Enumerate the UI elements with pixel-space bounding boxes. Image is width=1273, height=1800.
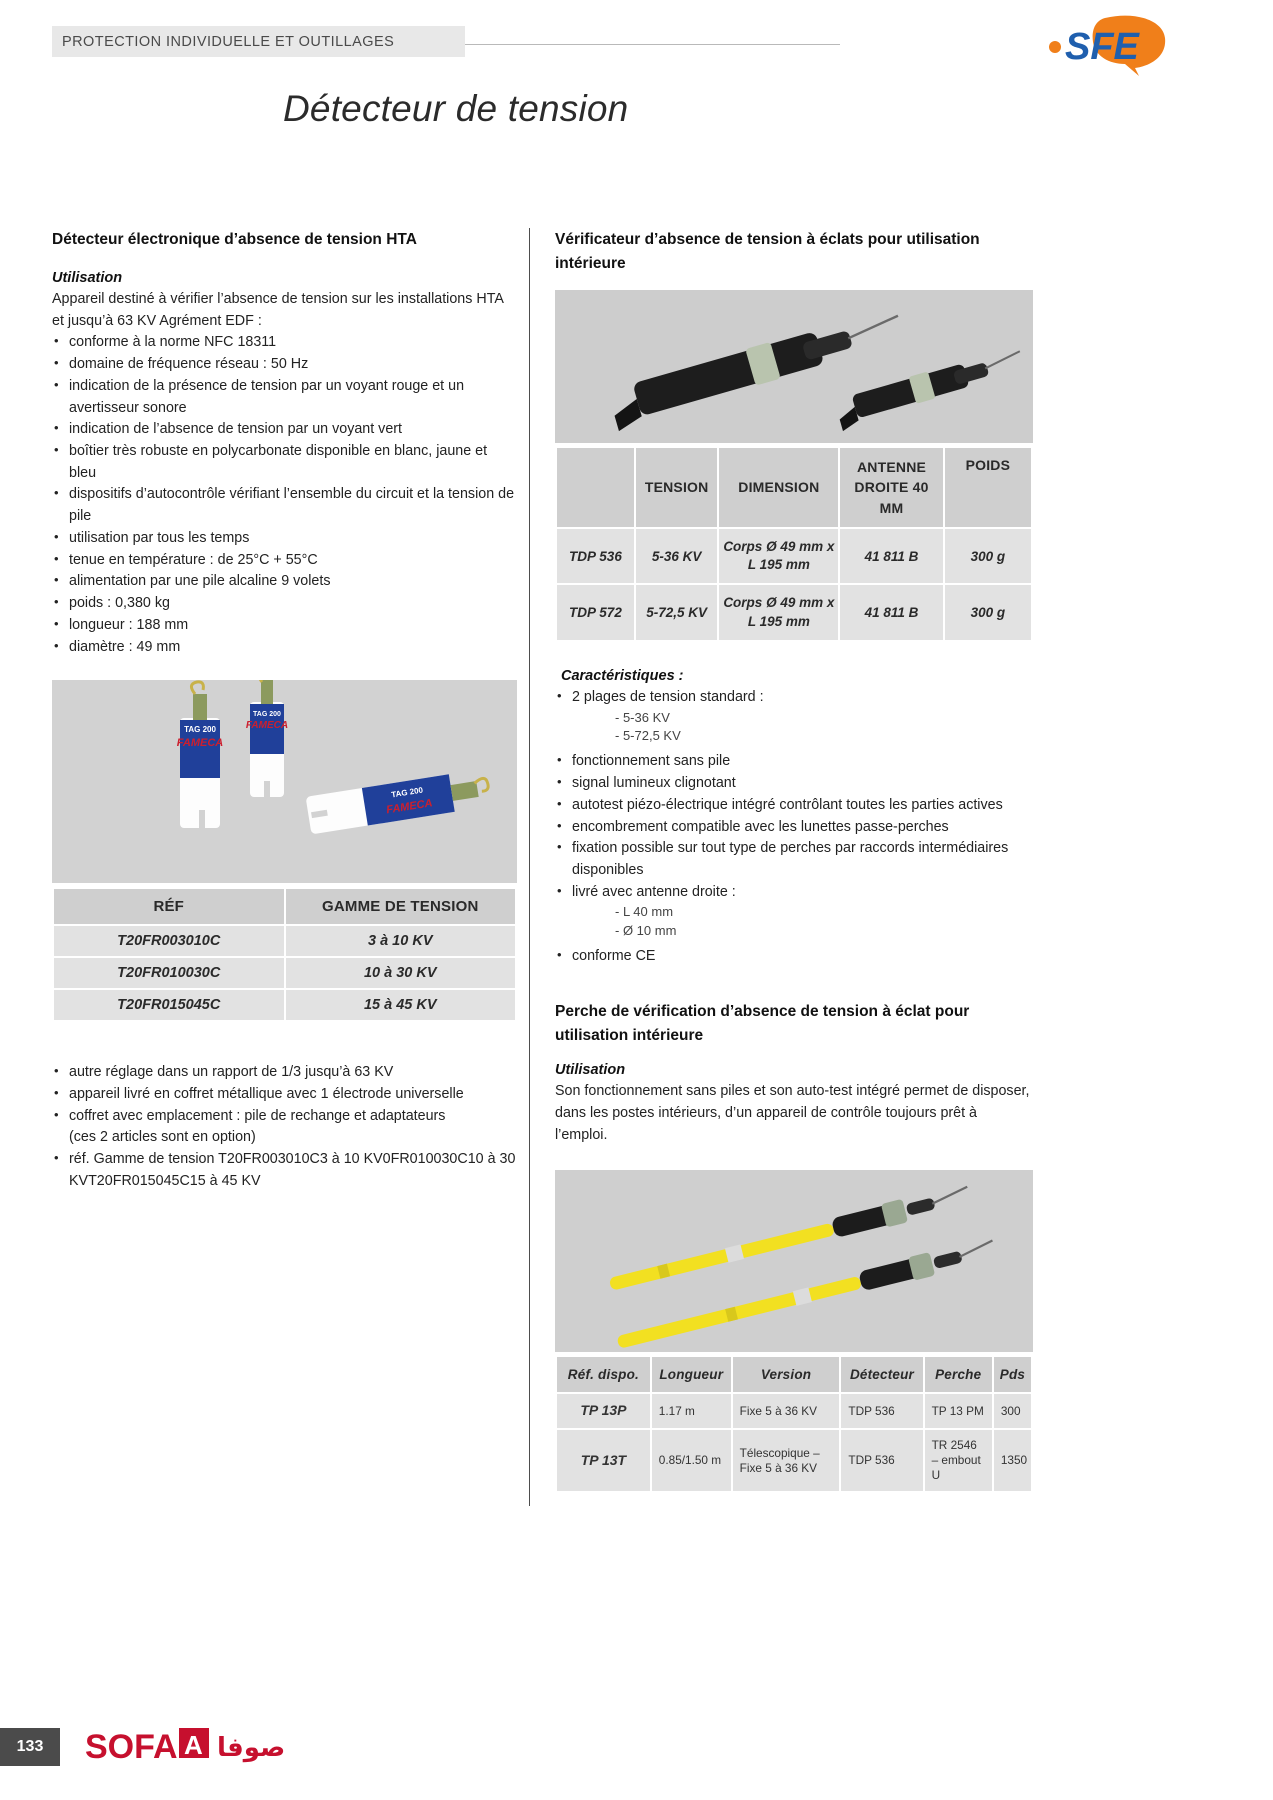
- cell-longueur: 0.85/1.50 m: [652, 1430, 731, 1491]
- list-item: • dispositifs d’autocontrôle vérifiant l’ensemble du circuit et la tension de pile: [52, 484, 517, 527]
- cell-detecteur: TDP 536: [841, 1430, 922, 1491]
- cell-dimension: Corps Ø 49 mm x L 195 mm: [719, 529, 838, 583]
- list-item: • fixation possible sur tout type de perches par raccords intermédiaires disponibles: [555, 838, 1033, 881]
- list-item: • alimentation par une pile alcaline 9 volets: [52, 571, 517, 593]
- column-header-version: Version: [733, 1357, 840, 1392]
- list-item: - 5-72,5 KV: [615, 727, 681, 743]
- svg-text:A: A: [184, 1730, 203, 1760]
- table-header-row: [557, 448, 1031, 527]
- right-section2-title: Perche de vérification d’absence de tension à éclat pour utilisation intérieure: [555, 1003, 970, 1045]
- list-item: • poids : 0,380 kg: [52, 593, 517, 615]
- svg-text:FAMECA: FAMECA: [176, 737, 224, 750]
- table-row: [557, 1394, 1031, 1428]
- right-tdp-table: [555, 446, 1033, 642]
- svg-text:TAG 200: TAG 200: [253, 711, 281, 719]
- svg-text:SFE: SFE: [1065, 26, 1139, 68]
- list-item: • utilisation par tous les temps: [52, 528, 517, 550]
- column-header-longueur: Longueur: [652, 1357, 731, 1392]
- list-item-ref: • réf. Gamme de tension T20FR003010C3 à 10 KV0FR010030C10 à 30 KVT20FR015045C15 à 45 KV: [52, 1149, 517, 1192]
- category-tab-label: PROTECTION INDIVIDUELLE ET OUTILLAGES: [62, 33, 395, 50]
- left-section-title: Détecteur électronique d’absence de tension HTA: [52, 231, 417, 248]
- cell-poids: 300 g: [945, 585, 1031, 639]
- column-header-poids: POIDS: [945, 448, 1031, 527]
- list-item: • signal lumineux clignotant: [555, 773, 1033, 795]
- right-perche-table: [555, 1355, 1033, 1493]
- list-item: • fonctionnement sans pile: [555, 751, 1033, 773]
- left-intro-paragraph: Appareil destiné à vérifier l’absence de tension sur les installations HTA et jusqu’à 63 KV Agrément EDF :: [52, 291, 504, 329]
- left-column: [52, 228, 517, 1193]
- column-header-gamme: GAMME DE TENSION: [286, 889, 516, 924]
- list-item: • diamètre : 49 mm: [52, 637, 517, 659]
- column-header-tension: TENSION: [636, 448, 718, 527]
- list-item: • 2 plages de tension standard :: [555, 687, 1033, 709]
- svg-text:TAG 200: TAG 200: [184, 725, 216, 735]
- table-header-row: [557, 1357, 1031, 1392]
- right-section2-text: Son fonctionnement sans piles et son auto-test intégré permet de disposer, dans les postes intérieurs, d’un appareil de contrôle toujours prêt à l’emploi.: [555, 1083, 1030, 1143]
- list-item: • livré avec antenne droite :: [555, 882, 1033, 904]
- cell-gamme: 10 à 30 KV: [286, 958, 516, 988]
- right-photo-verificateur: [555, 290, 1033, 443]
- page-header: [0, 0, 1273, 80]
- cell-longueur: 1.17 m: [652, 1394, 731, 1428]
- list-item: • autre réglage dans un rapport de 1/3 jusqu’à 63 KV: [52, 1062, 517, 1084]
- right-utilisation-label: Utilisation: [555, 1062, 626, 1079]
- left-feature-list: [52, 332, 517, 658]
- table-row: [557, 1430, 1031, 1491]
- list-item: • autotest piézo-électrique intégré contrôlant toutes les parties actives: [555, 795, 1033, 817]
- list-item: • coffret avec emplacement : pile de rechange et adaptateurs: [52, 1106, 517, 1128]
- left-reference-table: [52, 887, 517, 1022]
- table-header-row: [54, 889, 515, 924]
- cell-poids: 300 g: [945, 529, 1031, 583]
- list-item: • domaine de fréquence réseau : 50 Hz: [52, 354, 517, 376]
- sofa-logo: [85, 1722, 315, 1772]
- left-after-list: [52, 1062, 517, 1192]
- column-header-detecteur: Détecteur: [841, 1357, 922, 1392]
- cell-pds: 300: [994, 1394, 1031, 1428]
- list-item: • conforme à la norme NFC 18311: [52, 332, 517, 354]
- svg-text:TAG 200: TAG 200: [390, 785, 424, 800]
- left-product-photo: [52, 680, 517, 883]
- cell-tension: 5-36 KV: [636, 529, 718, 583]
- page-title: Détecteur de tension: [283, 88, 629, 129]
- page-number: 133: [16, 1738, 44, 1755]
- svg-text:FAMECA: FAMECA: [385, 797, 434, 817]
- list-item: • appareil livré en coffret métallique avec 1 électrode universelle: [52, 1084, 517, 1106]
- column-header-ref-dispo: Réf. dispo.: [557, 1357, 650, 1392]
- list-item: • longueur : 188 mm: [52, 615, 517, 637]
- column-header-pds: Pds: [994, 1357, 1031, 1392]
- cell-version: Télescopique – Fixe 5 à 36 KV: [733, 1430, 840, 1491]
- list-item: • encombrement compatible avec les lunettes passe-perches: [555, 817, 1033, 839]
- list-item: - 5-36 KV: [615, 709, 670, 725]
- left-utilisation-label: Utilisation: [52, 270, 123, 287]
- column-header-blank: [557, 448, 634, 527]
- cell-antenne: 41 811 B: [840, 585, 943, 639]
- list-item: • boîtier très robuste en polycarbonate disponible en blanc, jaune et bleu: [52, 441, 517, 484]
- caracteristiques-list: [555, 687, 1033, 709]
- table-row: [54, 990, 515, 1020]
- cell-perche: TR 2546 – embout U: [925, 1430, 992, 1491]
- sfe-logo: [1043, 14, 1193, 76]
- list-item: • conforme CE: [555, 946, 1033, 968]
- column-header-ref: RÉF: [54, 889, 284, 924]
- table-row: [557, 529, 1031, 583]
- cell-ref: T20FR015045C: [54, 990, 284, 1020]
- caracteristiques-label: Caractéristiques :: [561, 667, 684, 684]
- list-item: • tenue en température : de 25°C + 55°C: [52, 550, 517, 572]
- right-section1-title: Vérificateur d’absence de tension à éclats pour utilisation intérieure: [555, 231, 980, 273]
- cell-version: Fixe 5 à 36 KV: [733, 1394, 840, 1428]
- cell-ref: T20FR010030C: [54, 958, 284, 988]
- category-tab: [52, 26, 465, 57]
- right-photo-perche: [555, 1170, 1033, 1352]
- table-row: [54, 958, 515, 988]
- list-item: - L 40 mm: [615, 904, 674, 920]
- column-header-antenne: ANTENNE DROITE 40 MM: [840, 448, 943, 527]
- cell-gamme: 15 à 45 KV: [286, 990, 516, 1020]
- option-note: (ces 2 articles sont en option): [69, 1129, 256, 1146]
- list-item: - Ø 10 mm: [615, 922, 677, 938]
- list-item: • indication de l’absence de tension par un voyant vert: [52, 419, 517, 441]
- cell-tension: 5-72,5 KV: [636, 585, 718, 639]
- cell-ref-dispo: TP 13T: [557, 1430, 650, 1491]
- cell-model: TDP 536: [557, 529, 634, 583]
- cell-dimension: Corps Ø 49 mm x L 195 mm: [719, 585, 838, 639]
- cell-antenne: 41 811 B: [840, 529, 943, 583]
- cell-pds: 1350: [994, 1430, 1031, 1491]
- cell-model: TDP 572: [557, 585, 634, 639]
- svg-text:SOFA: SOFA: [85, 1728, 178, 1766]
- antenne-specs-list: [555, 903, 1033, 940]
- caracteristiques-list-3: [555, 946, 1033, 968]
- header-divider-rule: [465, 44, 840, 45]
- table-row: [557, 585, 1031, 639]
- cell-detecteur: TDP 536: [841, 1394, 922, 1428]
- right-column: [555, 228, 1033, 1493]
- cell-ref: T20FR003010C: [54, 926, 284, 956]
- plages-list: [555, 709, 1033, 746]
- column-header-perche: Perche: [925, 1357, 992, 1392]
- column-header-dimension: DIMENSION: [719, 448, 838, 527]
- caracteristiques-list-2: [555, 751, 1033, 903]
- cell-perche: TP 13 PM: [925, 1394, 992, 1428]
- cell-gamme: 3 à 10 KV: [286, 926, 516, 956]
- cell-ref-dispo: TP 13P: [557, 1394, 650, 1428]
- svg-text:FAMECA: FAMECA: [245, 720, 289, 732]
- svg-text:صوفا: صوفا: [217, 1733, 286, 1763]
- page-number-badge: [0, 1728, 60, 1766]
- column-divider: [529, 228, 530, 1506]
- list-item: • indication de la présence de tension par un voyant rouge et un avertisseur sonore: [52, 376, 517, 419]
- table-row: [54, 926, 515, 956]
